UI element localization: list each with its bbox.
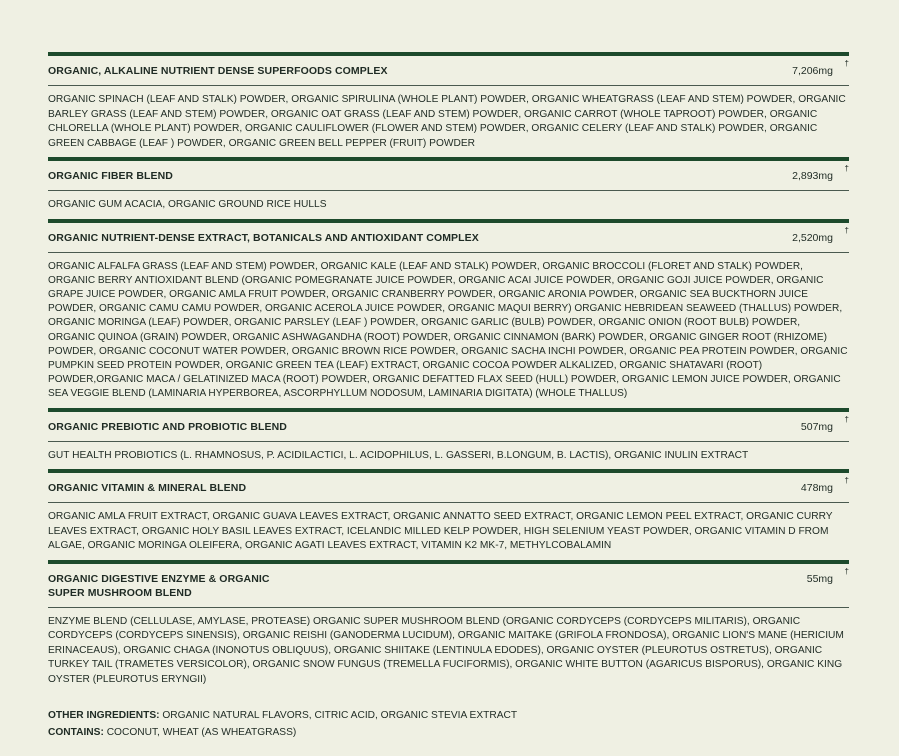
blend-amount: 2,893mg — [792, 170, 833, 182]
blend-amount: 7,206mg — [792, 65, 833, 77]
other-info — [48, 707, 849, 741]
dagger-mark: † — [844, 225, 849, 235]
blend-name: ORGANIC PREBIOTIC AND PROBIOTIC BLEND — [48, 420, 287, 433]
dagger-mark: † — [844, 59, 849, 68]
blend-section — [48, 52, 849, 157]
blend-ingredients: GUT HEALTH PROBIOTICS (L. RHAMNOSUS, P. ACIDILACTICI, L. ACIDOPHILUS, L. GASSERI, B.LONGUM, B. LACTIS), ORGANIC INULIN EXTRACT — [48, 449, 749, 461]
blend-ingredients: ORGANIC SPINACH (LEAF AND STALK) POWDER, ORGANIC SPIRULINA (WHOLE PLANT) POWDER, ORGANIC WHEATGRASS (LEAF AND STEM) POWDER, ORGANIC BARLEY GRASS (LEAF AND STEM) POWDER, ORGANIC OAT GRASS (LEAF AND STEM) POWDER, ORGANIC CARROT (WHOLE TAPROOT) POWDER, ORGANIC CHLORELLA (WHOLE PLANT) POWDER, ORGANIC CAULIFLOWER (FLOWER AND STEM) POWDER, ORGANIC CELERY (LEAF AND STALK) POWDER, ORGANIC GREEN CABBAGE (LEAF ) POWDER, ORGANIC GREEN BELL PEPPER (FRUIT) POWDER — [48, 94, 846, 149]
dagger-mark: † — [844, 566, 849, 576]
blend-amount: 507mg — [800, 420, 833, 433]
other-ingredients-label: OTHER INGREDIENTS: — [48, 710, 160, 722]
blend-header — [48, 223, 849, 253]
blend-header — [48, 56, 849, 86]
contains-label: CONTAINS: — [48, 727, 104, 739]
blend-section — [48, 560, 849, 694]
dagger-mark: † — [844, 164, 849, 173]
blend-section — [48, 469, 849, 560]
dagger-mark: † — [844, 476, 849, 486]
blend-header — [48, 412, 849, 442]
supplement-facts-panel — [48, 52, 849, 741]
contains-line — [48, 724, 849, 741]
dagger-mark: † — [844, 414, 849, 424]
blend-header — [48, 473, 849, 503]
blend-header — [48, 564, 849, 608]
blend-ingredients: ORGANIC AMLA FRUIT EXTRACT, ORGANIC GUAVA LEAVES EXTRACT, ORGANIC ANNATTO SEED EXTRACT, ORGANIC LEMON PEEL EXTRACT, ORGANIC CURRY LEAVES EXTRACT, ORGANIC HOLY BASIL LEAVES EXTRACT, ICELANDIC MILLED KELP POWDER, HIGH SELENIUM YEAST POWDER, ORGANIC VITAMIN D FROM ALGAE, ORGANIC MORINGA OLEIFERA, ORGANIC AGATI LEAVES EXTRACT, VITAMIN K2 MK-7, METHYLCOBALAMIN — [48, 511, 833, 552]
blend-name: ORGANIC DIGESTIVE ENZYME & ORGANIC SUPER MUSHROOM BLEND — [48, 572, 270, 599]
blend-ingredients: ORGANIC GUM ACACIA, ORGANIC GROUND RICE HULLS — [48, 199, 327, 210]
blend-name: ORGANIC FIBER BLEND — [48, 170, 173, 182]
blend-section — [48, 408, 849, 470]
blend-ingredients: ENZYME BLEND (CELLULASE, AMYLASE, PROTEASE) ORGANIC SUPER MUSHROOM BLEND (ORGANIC CORDYCEPS (CORDYCEPS MILITARIS), ORGANIC CORDYCEPS (CORDYCEPS SINENSIS), ORGANIC REISHI (GANODERMA LUCIDUM), ORGANIC MAITAKE (GRIFOLA FRONDOSA), ORGANIC LION'S MANE (HERICIUM ERINACEAUS), ORGANIC CHAGA (INONOTUS OBLIQUUS), ORGANIC SHIITAKE (LENTINULA EDODES), ORGANIC OYSTER (PLEUROTUS OSTRETUS), ORGANIC TURKEY TAIL (TRAMETES VERSICOLOR), ORGANIC SNOW FUNGUS (TREMELLA FUCIFORMIS), ORGANIC WHITE BUTTON (AGARICUS BISPORUS), ORGANIC KING OYSTER (PLEUROTUS ERYNGII) — [48, 615, 844, 685]
other-ingredients — [48, 707, 849, 724]
blend-name: ORGANIC, ALKALINE NUTRIENT DENSE SUPERFOODS COMPLEX — [48, 65, 388, 77]
blend-amount: 478mg — [800, 482, 833, 495]
blend-ingredients: ORGANIC ALFALFA GRASS (LEAF AND STEM) POWDER, ORGANIC KALE (LEAF AND STALK) POWDER, ORGANIC BROCCOLI (FLORET AND STALK) POWDER, ORGANIC BERRY ANTIOXIDANT BLEND (ORGANIC POMEGRANATE JUICE POWDER, ORGANIC ACAI JUICE POWDER, ORGANIC GOJI JUICE POWDER, ORGANIC GRAPE JUICE POWDER, ORGANIC AMLA FRUIT POWDER, ORGANIC CRANBERRY POWDER, ORGANIC ARONIA POWDER, ORGANIC SEA BUCKTHORN JUICE POWDER, ORGANIC CAMU CAMU POWDER, ORGANIC ACEROLA JUICE POWDER, ORGANIC MAQUI BERRY) ORGANIC HEBRIDEAN SEAWEED (THALLUS) POWDER, ORGANIC MORINGA (LEAF) POWDER, ORGANIC PARSLEY (LEAF ) POWDER, ORGANIC GARLIC (BULB) POWDER, ORGANIC ONION (ROOT BULB) POWDER, ORGANIC QUINOA (GRAIN) POWDER, ORGANIC ASHWAGANDHA (ROOT) POWDER, ORGANIC CINNAMON (BARK) POWDER, ORGANIC GINGER ROOT (RHIZOME) POWDER, ORGANIC COCONUT WATER POWDER, ORGANIC BROWN RICE POWDER, ORGANIC SACHA INCHI POWDER, ORGANIC PEA PROTEIN POWDER, ORGANIC PUMPKIN SEED PROTEIN POWDER, ORGANIC GREEN TEA (LEAF) EXTRACT, ORGANIC COCOA POWDER ALKALIZED, ORGANIC SHATAVARI (ROOT) POWDER,ORGANIC MACA / GELATINIZED MACA (ROOT) POWDER, ORGANIC DEFATTED FLAX SEED (HULL) POWDER, ORGANIC LEMON JUICE POWDER, ORGANIC SEA VEGGIE BLEND (LAMINARIA HYPERBOREA, ASCORPHYLLUM NODOSUM, LAMINARIA DIGITATA) (WHOLE THALLUS) — [48, 260, 848, 400]
blend-name: ORGANIC NUTRIENT-DENSE EXTRACT, BOTANICALS AND ANTIOXIDANT COMPLEX — [48, 231, 479, 244]
blend-name: ORGANIC VITAMIN & MINERAL BLEND — [48, 482, 247, 495]
blend-amount: 55mg — [806, 572, 833, 585]
other-ingredients-value: ORGANIC NATURAL FLAVORS, CITRIC ACID, ORGANIC STEVIA EXTRACT — [162, 710, 518, 722]
contains-value: COCONUT, WHEAT (AS WHEATGRASS) — [106, 727, 297, 739]
blend-section — [48, 157, 849, 219]
blend-amount: 2,520mg — [792, 231, 833, 244]
blend-section — [48, 219, 849, 408]
blend-header — [48, 161, 849, 191]
